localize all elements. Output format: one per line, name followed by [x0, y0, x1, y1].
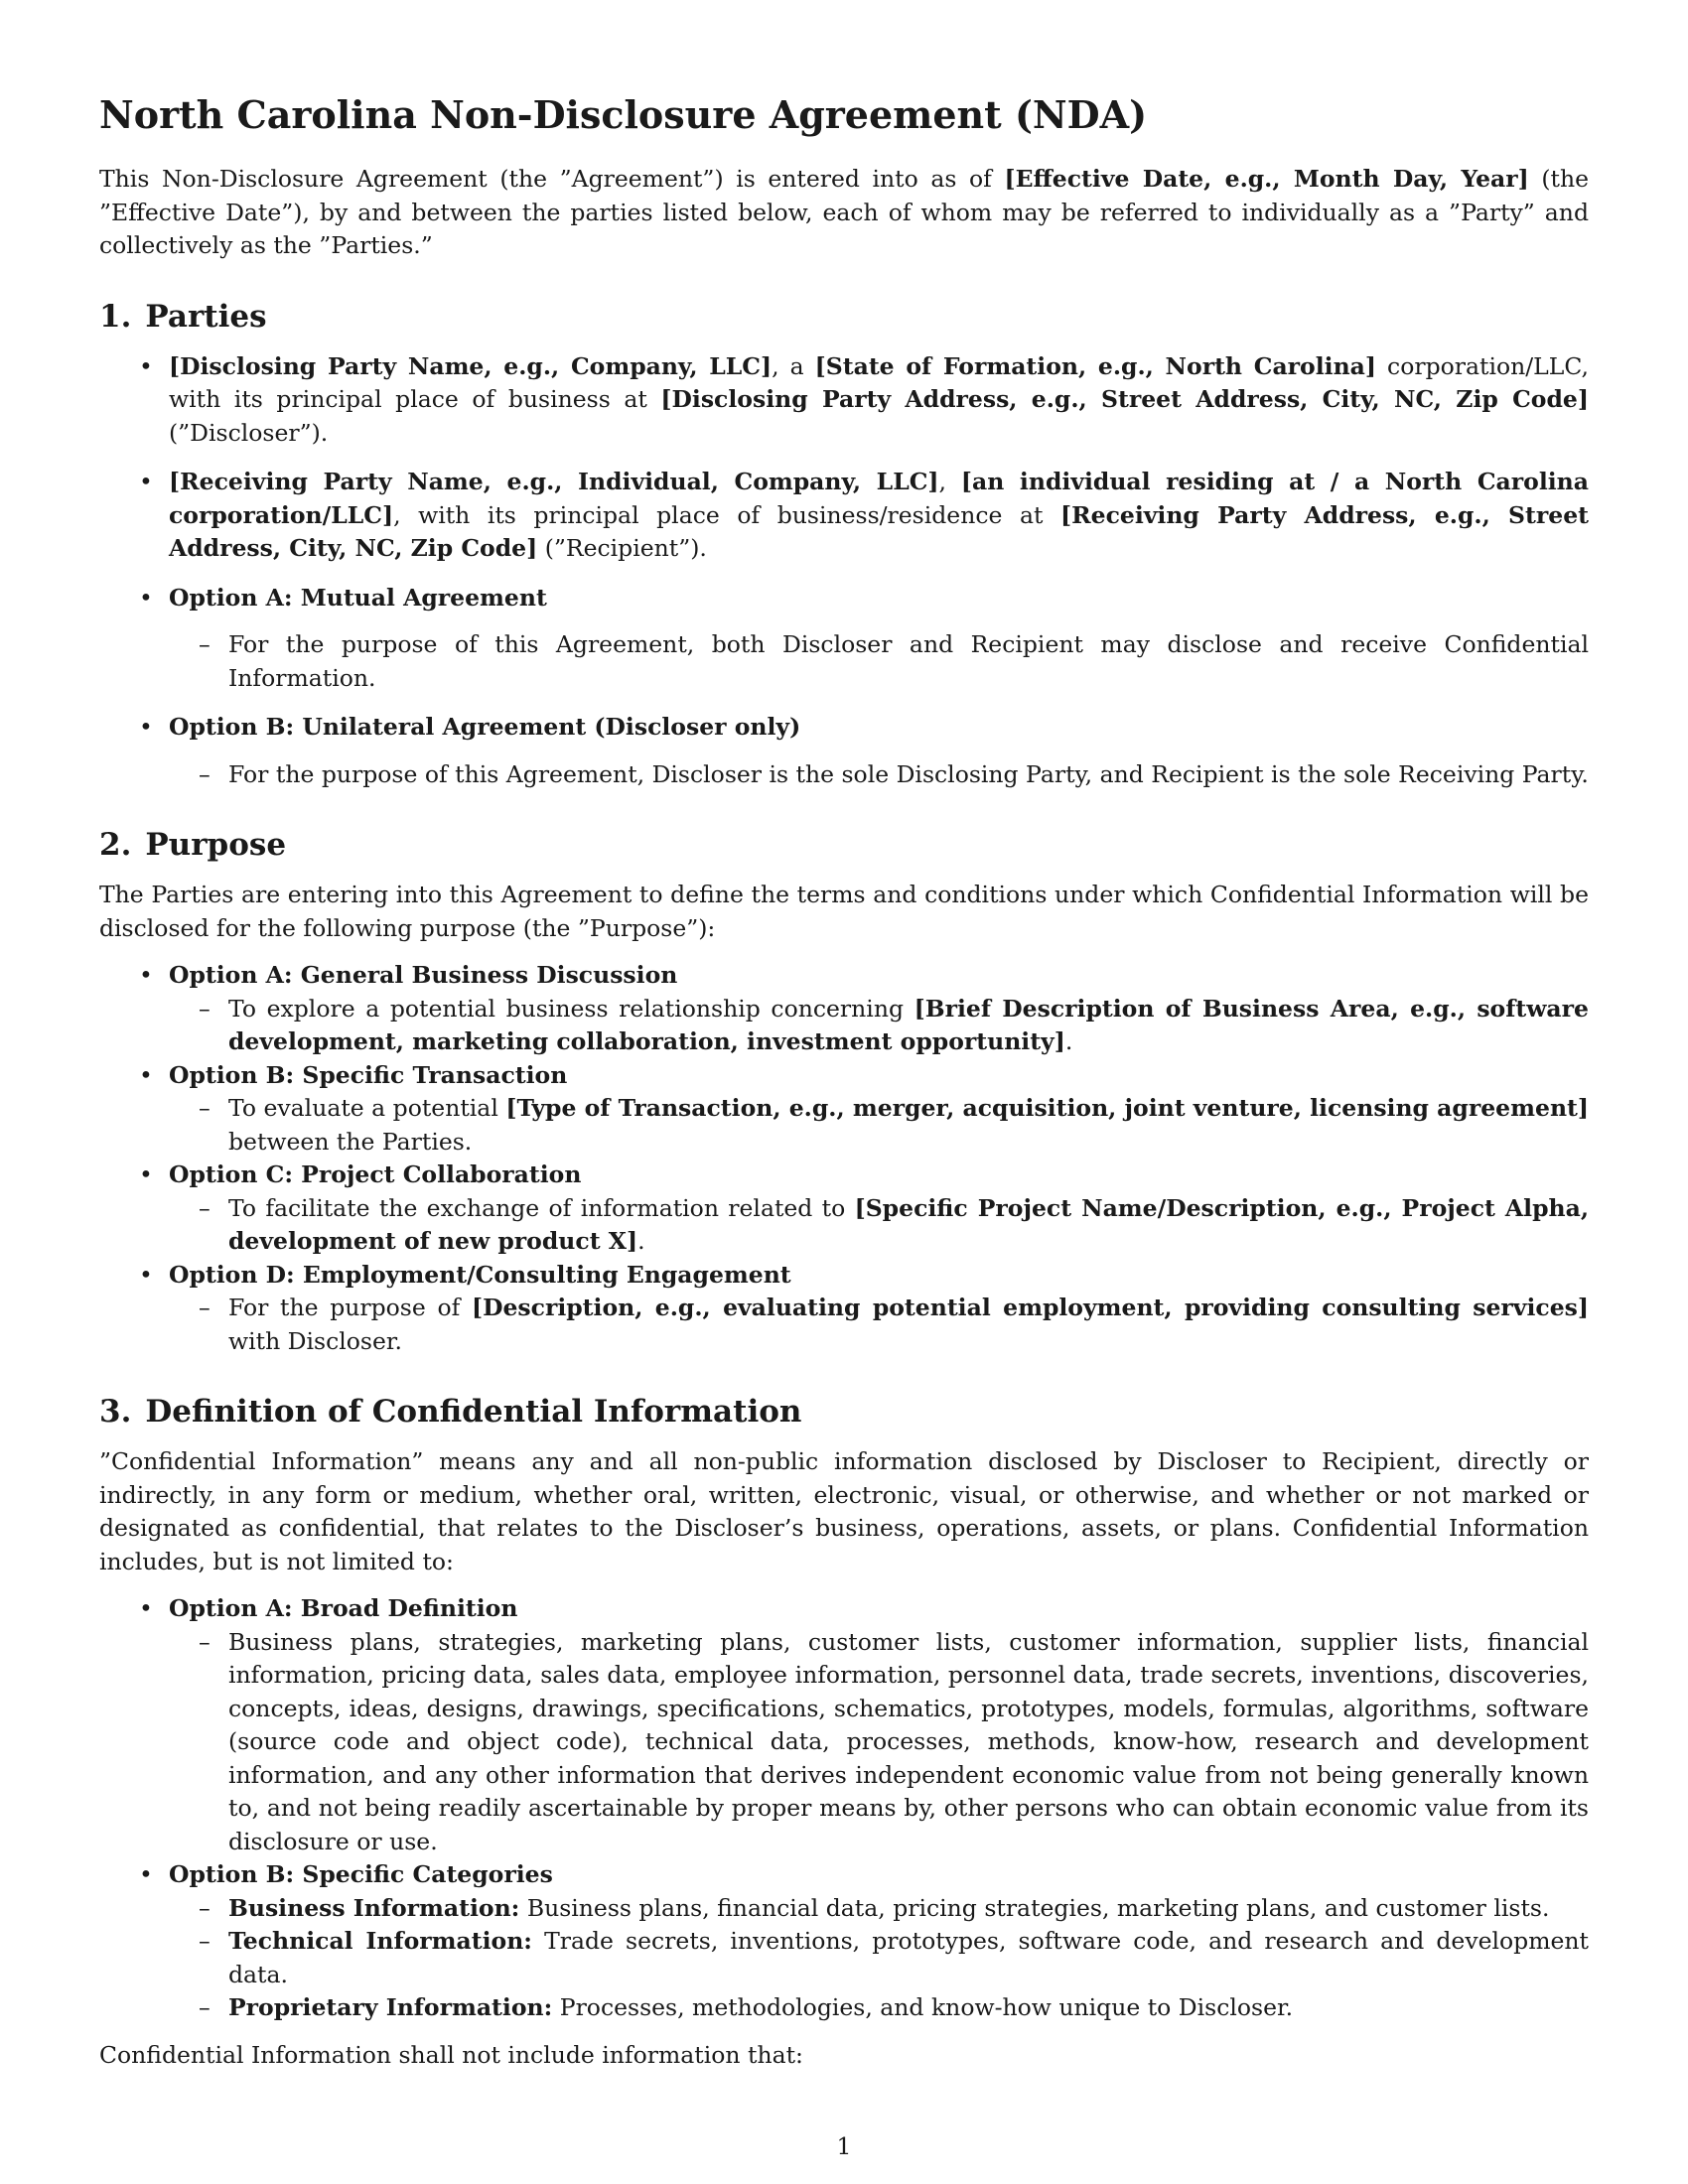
parties-list	[99, 350, 1589, 792]
list-item-option-c: • Option C: Project Collaboration – To facilitate the exchange of information related to [Specific Project Name/Description, e.g., Project Alpha, development of new product X].	[99, 1159, 1589, 1259]
list-item-discloser: • [Disclosing Party Name, e.g., Company, LLC], a [State of Formation, e.g., North Carolina] corporation/LLC, with its principal place of business at [Disclosing Party Address, e.g., Street Address, City, NC, Zip Code] (”Discloser”).	[99, 350, 1589, 451]
sub-item: – To evaluate a potential [Type of Transaction, e.g., merger, acquisition, joint venture, licensing agreement] between the Parties.	[169, 1092, 1589, 1159]
sub-item: – To explore a potential business relationship concerning [Brief Description of Business Area, e.g., software development, marketing collaboration, investment opportunity].	[169, 993, 1589, 1059]
purpose-intro: The Parties are entering into this Agreement to define the terms and conditions under which Confidential Information will be disclosed for the following purpose (the ”Purpose”):	[99, 881, 1589, 942]
document-page	[99, 91, 1589, 2072]
list-item-option-b: • Option B: Specific Categories – Business Information: Business plans, financial data, pricing strategies, marketing plans, and customer lists. – Technical Information: Trade secrets, inventions, prototypes, software code, and research and development data. – Proprietary Information: Processes, methodologies, and know-how unique to Discloser.	[99, 1858, 1589, 2025]
section-3-heading: 3. Definition of Confidential Information	[99, 1394, 802, 1430]
list-item-option-a: • Option A: Broad Definition – Business plans, strategies, marketing plans, customer lists, customer information, supplier lists, financial information, pricing data, sales data, employee information, personnel data, trade secrets, inventions, discoveries, concepts, ideas, designs, drawings, specifications, schematics, prototypes, models, formulas, algorithms, software (source code and object code), technical data, processes, methods, know-how, research and development information, and any other information that derives independent economic value from not being generally known to, and not being readily ascertainable by proper means by, other persons who can obtain economic value from its disclosure or use.	[99, 1592, 1589, 1858]
sub-item: – Business plans, strategies, marketing plans, customer lists, customer information, supplier lists, financial information, pricing data, sales data, employee information, personnel data, trade secrets, inventions, discoveries, concepts, ideas, designs, drawings, specifications, schematics, prototypes, models, formulas, algorithms, software (source code and object code), technical data, processes, methods, know-how, research and development information, and any other information that derives independent economic value from not being generally known to, and not being readily ascertainable by proper means by, other persons who can obtain economic value from its disclosure or use.	[169, 1626, 1589, 1859]
intro-paragraph: This Non-Disclosure Agreement (the ”Agreement”) is entered into as of [Effective Date, e.g., Month Day, Year] (the ”Effective Date”), by and between the parties listed below, each of whom may be referred to individually as a ”Party” and collectively as the ”Parties.”	[99, 165, 1590, 259]
definition-intro: ”Confidential Information” means any and all non-public information disclosed by Discloser to Recipient, directly or indirectly, in any form or medium, whether oral, written, electronic, visual, or otherwise, and whether or not marked or designated as confidential, that relates to the Discloser’s business, operations, assets, or plans. Confidential Information includes, but is not limited to:	[99, 1447, 1589, 1575]
list-item-option-d: • Option D: Employment/Consulting Engagement – For the purpose of [Description, e.g., evaluating potential employment, providing consulting services] with Discloser.	[99, 1259, 1589, 1359]
list-item-option-a: • Option A: General Business Discussion – To explore a potential business relationship concerning [Brief Description of Business Area, e.g., software development, marketing collaboration, investment opportunity].	[99, 959, 1589, 1059]
list-item-option-a: • Option A: Mutual Agreement – For the purpose of this Agreement, both Discloser and Recipient may disclose and receive Confidential Information.	[99, 582, 1589, 696]
definition-closing: Confidential Information shall not include information that:	[99, 2040, 803, 2069]
list-item-recipient: • [Receiving Party Name, e.g., Individual, Company, LLC], [an individual residing at / a North Carolina corporation/LLC], with its principal place of business/residence at [Receiving Party Address, e.g., Street Address, City, NC, Zip Code] (”Recipient”).	[99, 466, 1589, 566]
section-2-heading: 2. Purpose	[99, 827, 287, 863]
effective-date-placeholder: [Effective Date, e.g., Month Day, Year]	[1004, 165, 1529, 193]
sub-item: – Proprietary Information: Processes, methodologies, and know-how unique to Discloser.	[169, 1991, 1589, 2025]
definition-options	[99, 1592, 1589, 2025]
page-number: 1	[836, 2132, 852, 2160]
sub-item: – For the purpose of this Agreement, Discloser is the sole Disclosing Party, and Recipient is the sole Receiving Party.	[169, 758, 1589, 792]
purpose-options	[99, 959, 1589, 1358]
section-1-heading: 1. Parties	[99, 298, 267, 335]
list-item-option-b: • Option B: Specific Transaction – To evaluate a potential [Type of Transaction, e.g., merger, acquisition, joint venture, licensing agreement] between the Parties.	[99, 1059, 1589, 1160]
sub-item: – For the purpose of [Description, e.g., evaluating potential employment, providing consulting services] with Discloser.	[169, 1292, 1589, 1358]
sub-item: – Technical Information: Trade secrets, inventions, prototypes, software code, and research and development data.	[169, 1925, 1589, 1991]
sub-item: – For the purpose of this Agreement, both Discloser and Recipient may disclose and receive Confidential Information.	[169, 628, 1589, 695]
document-title: North Carolina Non-Disclosure Agreement (NDA)	[99, 92, 1148, 137]
sub-item: – To facilitate the exchange of information related to [Specific Project Name/Description, e.g., Project Alpha, development of new product X].	[169, 1192, 1589, 1259]
list-item-option-b: • Option B: Unilateral Agreement (Discloser only) – For the purpose of this Agreement, Discloser is the sole Disclosing Party, and Recipient is the sole Receiving Party.	[99, 711, 1589, 791]
sub-item: – Business Information: Business plans, financial data, pricing strategies, marketing plans, and customer lists.	[169, 1892, 1589, 1926]
